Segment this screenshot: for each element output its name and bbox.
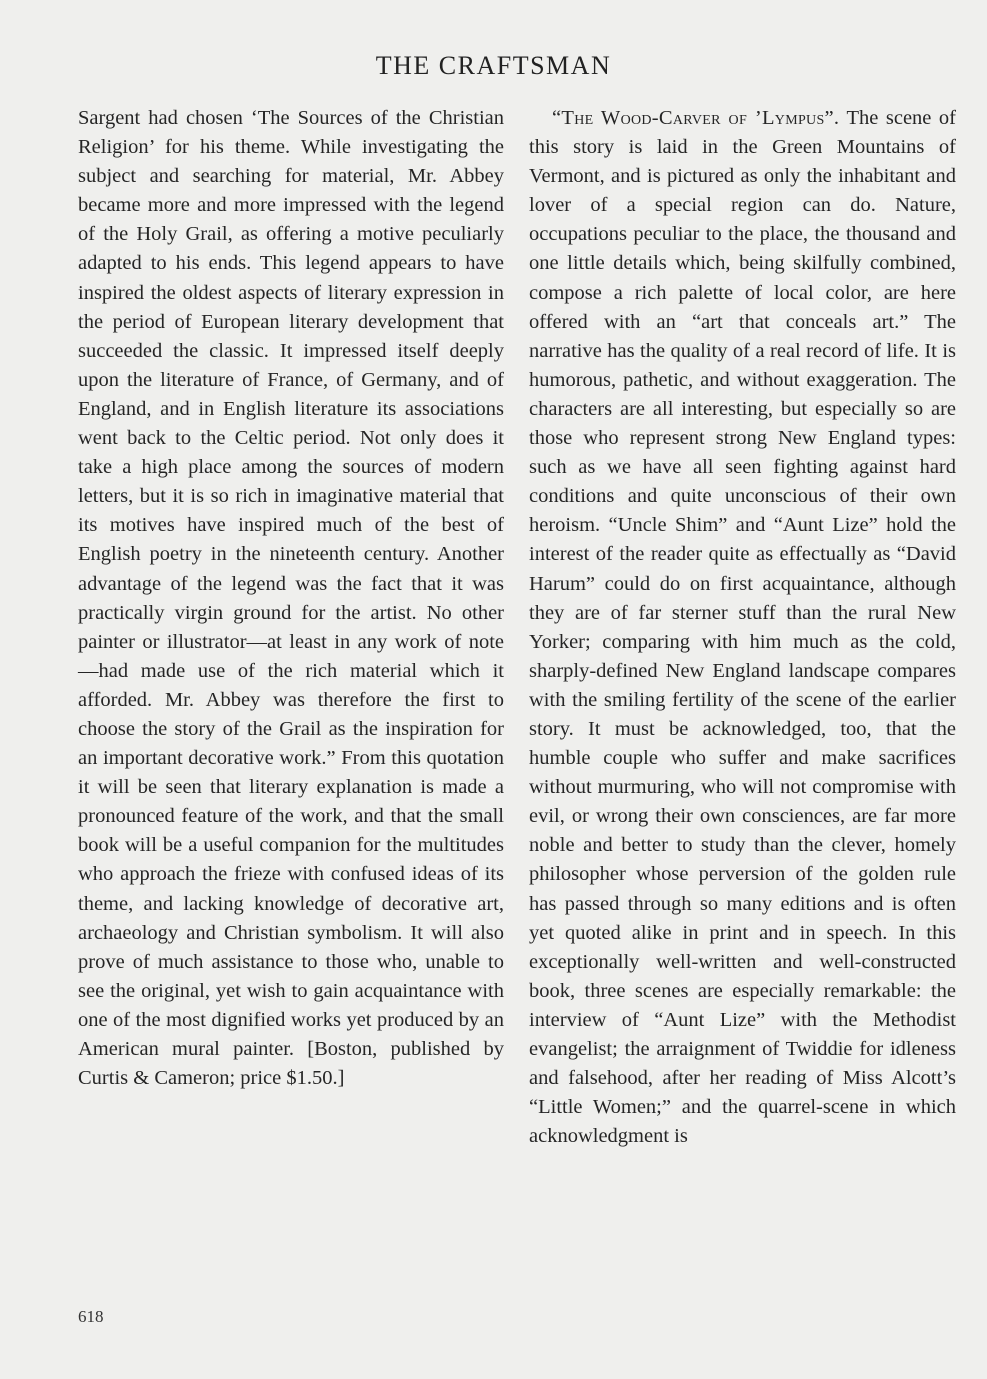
right-column-paragraph	[529, 104, 956, 1151]
page-number: 618	[78, 1307, 104, 1326]
right-column	[529, 104, 956, 1151]
left-column-paragraph: Sargent had chosen ‘The Sources of the Christian Religion’ for his theme. While investigating the subject and searching for material, Mr. Abbey became more and more impressed with the legend of the Holy Grail, as offering a motive peculiarly adapted to his ends. This legend appears to have inspired the oldest aspects of literary expression in the period of European literary development that succeeded the classic. It impressed itself deeply upon the literature of France, of Germany, and of England, and in English literature its associations went back to the Celtic period. Not only does it take a high place among the sources of modern letters, but it is so rich in imaginative material that its motives have inspired much of the best of English poetry in the nineteenth century. Another advantage of the legend was the fact that it was practically virgin ground for the artist. No other painter or illustrator—at least in any work of note—had made use of the rich material which it afforded. Mr. Abbey was therefore the first to choose the story of the Grail as the inspiration for an important decorative work.” From this quotation it will be seen that literary explanation is made a pronounced feature of the work, and that the small book will be a useful companion for the multitudes who approach the frieze with confused ideas of its theme, and lacking knowledge of decorative art, archaeology and Christian symbolism. It will also prove of much assistance to those who, unable to see the original, yet wish to gain acquaintance with one of the most dignified works yet produced by an American mural painter. [Boston, published by Curtis & Cameron; price $1.50.]	[78, 107, 504, 1090]
book-title: “The Wood-Carver of ’Lympus”.	[552, 107, 840, 129]
review-text: The scene of this story is laid in the Green Mountains of Vermont, and is pictured as only the inhabitant and lover of a special region can do. Nature, occupations peculiar to the place, the thousand and one little details which, being skilfully combined, compose a rich palette of local color, are here offered with an “art that conceals art.” The narrative has the quality of a real record of life. It is humorous, pathetic, and without exaggeration. The characters are all interesting, but especially so are those who represent strong New England types: such as we have all seen fighting against hard conditions and quite unconscious of their own heroism. “Uncle Shim” and “Aunt Lize” hold the interest of the reader quite as effectually as “David Harum” could do on first acquaintance, although they are of far sterner stuff than the rural New Yorker; comparing with him much as the cold, sharply-defined New England landscape compares with the smiling fertility of the scene of the earlier story. It must be acknowledged, too, that the humble couple who suffer and make sacrifices without murmuring, who will not compromise with evil, or wrong their own consciences, are far more noble and better to study than the clever, homely philosopher whose perversion of the golden rule has passed through so many editions and is often yet quoted alike in print and in speech. In this exceptionally well-written and well-constructed book, three scenes are especially remarkable: the interview of “Aunt Lize” with the Methodist evangelist; the arraignment of Twiddie for idleness and falsehood, after her reading of Miss Alcott’s “Little Women;” and the quarrel-scene in which acknowledgment is	[529, 107, 956, 1148]
running-title: THE CRAFTSMAN	[375, 51, 612, 80]
left-column	[78, 104, 504, 1093]
